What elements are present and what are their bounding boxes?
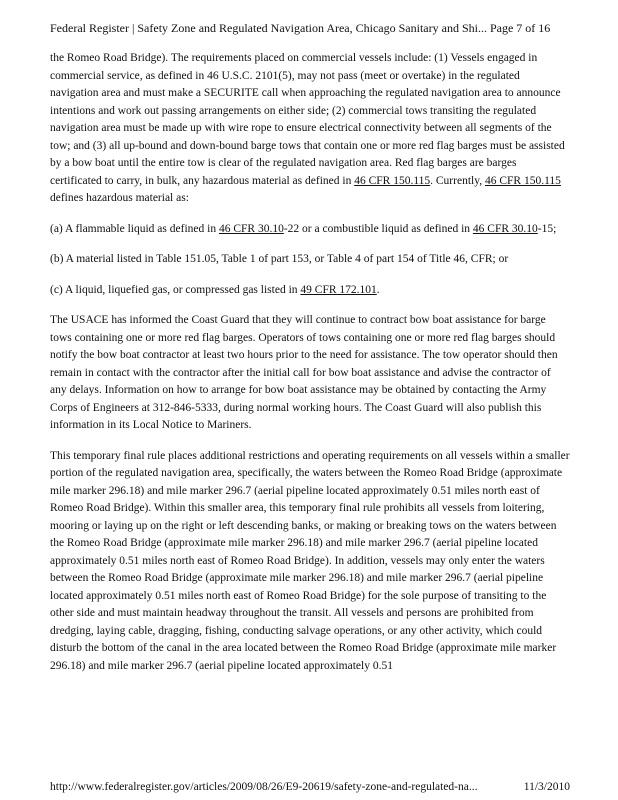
page-footer: [50, 780, 570, 794]
paragraph-text: The USACE has informed the Coast Guard that they will continue to contract bow boat assistance for barge tows containing one or more red flag barges. Operators of tows containing one or more red flag barges should notify the bow boat contractor at least two hours prior to the need for assistance. The tow operator should then remain in contact with the contractor after the initial call for bow boat assistance and advise the contractor of any delays. Information on how to arrange for bow boat assistance may be obtained by contacting the Army Corps of Engineers at 312-846-5333, during normal working hours. The Coast Guard will also publish this information in its Local Notice to Mariners.: [50, 314, 558, 431]
paragraph-text: (c) A liquid, liquefied gas, or compressed gas listed in: [50, 283, 301, 296]
paragraph: [50, 312, 570, 435]
footer-date: 11/3/2010: [523, 781, 570, 793]
paragraph: [50, 448, 570, 676]
paragraph-text: This temporary final rule places additional restrictions and operating requirements on all vessels within a smaller portion of the regulated navigation area, specifically, the waters between the Romeo Road Bridge (approximate mile marker 296.18) and mile marker 296.7 (aerial pipeline located approximately 0.51 miles north east of Romeo Road Bridge). Within this smaller area, this temporary final rule prohibits all vessels from loitering, mooring or laying up on the right or left descending banks, or making or breaking tows on the waters between the Romeo Road Bridge (approximate mile marker 296.18) and mile marker 296.7 (aerial pipeline located approximately 0.51 miles north east of Romeo Road Bridge). In addition, vessels may only enter the waters between the Romeo Road Bridge (approximate mile marker 296.18) and mile marker 296.7 (aerial pipeline located approximately 0.51 miles north east of Romeo Road Bridge) for the sole purpose of transiting to the other side and must maintain headway throughout the transit. All vessels and persons are prohibited from dredging, laying cable, dragging, fishing, conducting salvage operations, or any other activity, which could disturb the bottom of the canal in the area located between the Romeo Road Bridge (approximate mile marker 296.18) and mile marker 296.7 (aerial pipeline located approximately 0.51: [50, 449, 570, 672]
paragraph-text: (b) A material listed in Table 151.05, Table 1 of part 153, or Table 4 of part 154 of Title 46, CFR; or: [50, 253, 509, 265]
cfr-link[interactable]: 46 CFR 30.10: [472, 222, 538, 235]
paragraph-text: defines hazardous material as:: [50, 192, 189, 204]
paragraph: [50, 221, 570, 239]
page-header: [50, 20, 570, 36]
cfr-link[interactable]: 46 CFR 150.115: [484, 174, 561, 187]
paragraph-text: . Currently,: [430, 174, 485, 187]
paragraph: [50, 251, 570, 269]
cfr-link[interactable]: 46 CFR 30.10: [218, 222, 284, 235]
footer-url[interactable]: http://www.federalregister.gov/articles/2009/08/26/E9-20619/safety-zone-and-regulated-na...: [50, 781, 478, 793]
paragraph-text: .: [376, 283, 380, 296]
paragraph: [50, 50, 570, 208]
cfr-link[interactable]: 46 CFR 150.115: [354, 174, 431, 187]
paragraph: [50, 282, 570, 300]
cfr-link[interactable]: 49 CFR 172.101: [300, 283, 377, 296]
paragraph-text: the Romeo Road Bridge). The requirements placed on commercial vessels include: (1) Vessels engaged in commercial service, as defined in 46 U.S.C. 2101(5), may not pass (meet or overtake) in the regulated navigation area and must make a SECURITE call when approaching the regulated navigation area to announce intentions and work out passing arrangements on either side; (2) commercial tows transiting the regulated navigation area must be made up with wire rope to ensure electrical connectivity between all segments of the tow; and (3) all up-bound and down-bound barge tows that contain one or more red flag barges must be assisted by a bow boat until the entire tow is clear of the regulated navigation area. Red flag barges are barges certificated to carry, in bulk, any hazardous material as defined in: [50, 52, 565, 187]
document-body: [50, 50, 570, 756]
paragraph-text: -15;: [537, 222, 557, 235]
paragraph-text: -22 or a combustible liquid as defined in: [283, 222, 473, 235]
paragraph-text: (a) A flammable liquid as defined in: [50, 222, 219, 235]
header-text: Federal Register | Safety Zone and Regulated Navigation Area, Chicago Sanitary and Shi... Page 7 of 16: [50, 21, 551, 35]
